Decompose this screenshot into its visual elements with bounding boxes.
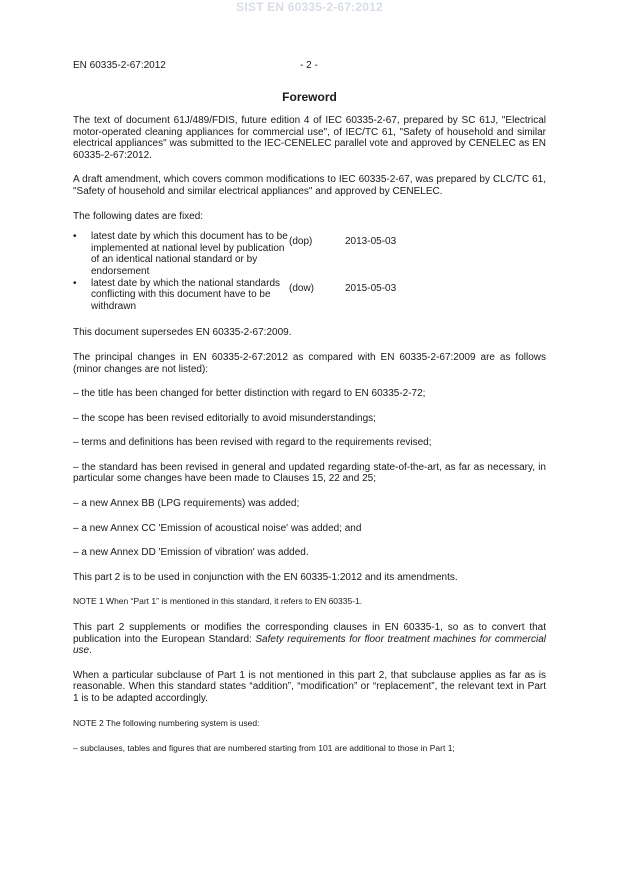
date-item-dop [73,231,546,277]
date-value: 2015-05-03 [345,282,397,294]
date-value: 2013-05-03 [345,236,397,248]
watermark: SIST EN 60335-2-67:2012 [236,0,383,14]
date-code: (dow) [289,282,315,294]
bullet: • [73,277,77,289]
supplement-text: This part 2 supplements or modifies the corresponding clauses in EN 60335-1, so as to convert that publication into the European Standard: [73,622,546,645]
date-description: latest date by which the national standards conflicting with this document have to be withdrawn [91,277,281,312]
note-1: NOTE 1 When “Part 1” is mentioned in this standard, it refers to EN 60335-1. [73,596,363,607]
standard-title: Safety requirements for floor treatment machines for commercial use [73,633,546,657]
change-item: – the standard has been revised in general and updated regarding state-of-the-art, as far as necessary, in particular some changes have been made to Clauses 15, 22 and 25; [73,461,546,485]
intro-paragraph: The text of document 61J/489/FDIS, future edition 4 of IEC 60335-2-67, prepared by SC 61J, "Electrical motor-operated cleaning appliances for commercial use", of IEC/TC 61, "Safety of household and similar electrical appliances" was submitted to the IEC-CENELEC parallel vote and approved by CENELEC as EN 60335-2-67:2012. [73,115,546,161]
document-id: EN 60335-2-67:2012 [73,60,166,71]
changes-intro: The principal changes in EN 60335-2-67:2012 as compared with EN 60335-2-67:2009 are as follows (minor changes are not listed): [73,351,546,375]
bullet: • [73,231,77,243]
change-item: – the scope has been revised editorially to avoid misunderstandings; [73,412,376,424]
numbering-item: – subclauses, tables and figures that are numbered starting from 101 are additional to those in Part 1; [73,743,455,754]
date-item-dow [73,278,546,313]
document-body [73,115,546,769]
supplement-paragraph [73,622,546,657]
page-title: Foreword [282,90,337,104]
change-item: – a new Annex DD 'Emission of vibration' was added. [73,547,309,559]
date-description: latest date by which this document has to be implemented at national level by publication of an identical national standard or by endorsement [91,231,288,277]
subclause-paragraph: When a particular subclause of Part 1 is not mentioned in this part 2, that subclause applies as far as is reasonable. When this standard states “addition”, “modification” or “replacement”, the relevant text in Part 1 is to be adapted accordingly. [73,669,546,704]
intro-paragraph: The following dates are fixed: [73,210,204,222]
note-2: NOTE 2 The following numbering system is used: [73,717,260,728]
page-number: - 2 - [300,60,318,71]
date-code: (dop) [289,236,313,248]
change-item: – a new Annex CC 'Emission of acoustical noise' was added; and [73,522,362,534]
supersedes-paragraph: This document supersedes EN 60335-2-67:2009. [73,327,292,339]
conjunction-paragraph: This part 2 is to be used in conjunction with the EN 60335-1:2012 and its amendments. [73,571,458,583]
dates-list [73,231,546,312]
change-item: – a new Annex BB (LPG requirements) was added; [73,498,300,510]
intro-paragraph: A draft amendment, which covers common modifications to IEC 60335-2-67, was prepared by CLC/TC 61, "Safety of household and similar electrical appliances" and approved by CENELEC. [73,174,546,197]
change-item: – terms and definitions has been revised with regard to the requirements revised; [73,437,432,449]
supplement-suffix: . [89,645,92,657]
change-item: – the title has been changed for better distinction with regard to EN 60335-2-72; [73,388,426,400]
